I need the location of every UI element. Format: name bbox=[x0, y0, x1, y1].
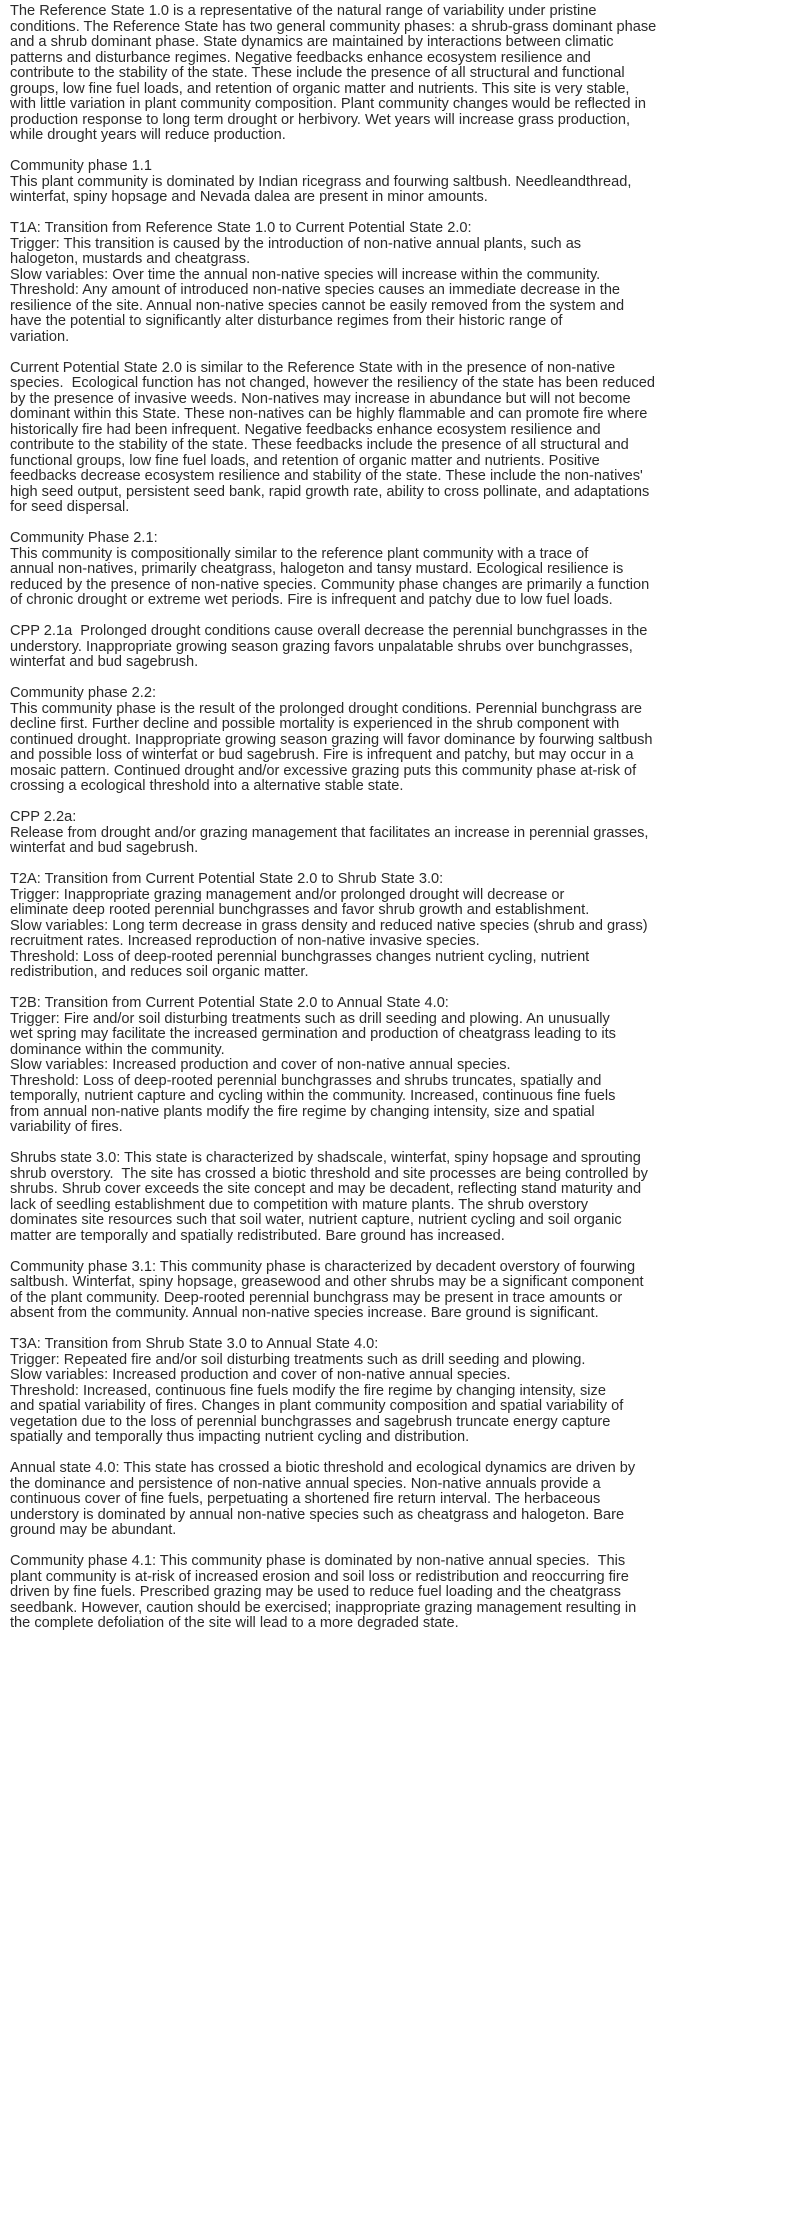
text-line: annual non-natives, primarily cheatgrass, halogeton and tansy mustard. Ecological resilience is bbox=[10, 561, 624, 577]
paragraph bbox=[10, 159, 790, 206]
paragraph bbox=[10, 4, 790, 144]
text-line: absent from the community. Annual non-native species increase. Bare ground is significant. bbox=[10, 1305, 599, 1321]
paragraph bbox=[10, 996, 790, 1136]
text-line: historically fire had been infrequent. Negative feedbacks enhance ecosystem resilience and bbox=[10, 421, 601, 438]
text-line: and a shrub dominant phase. State dynamics are maintained by interactions between climatic bbox=[10, 34, 614, 50]
text-line: Community Phase 2.1: bbox=[10, 530, 158, 546]
text-line: species. Ecological function has not changed, however the resiliency of the state has been reduced bbox=[10, 375, 655, 391]
text-line: understory. Inappropriate growing season grazing favors unpalatable shrubs over bunchgrasses, bbox=[10, 638, 633, 655]
text-line: functional groups, low fine fuel loads, and retention of organic matter and nutrients. Positive bbox=[10, 452, 600, 469]
text-line: winterfat and bud sagebrush. bbox=[10, 654, 199, 670]
text-line: Slow variables: Increased production and cover of non-native annual species. bbox=[10, 1057, 511, 1073]
text-line: resilience of the site. Annual non-native species cannot be easily removed from the system and bbox=[10, 297, 625, 314]
text-line: matter are temporally and spatially redistributed. Bare ground has increased. bbox=[10, 1227, 505, 1244]
text-line: T1A: Transition from Reference State 1.0 to Current Potential State 2.0: bbox=[10, 220, 472, 236]
text-line: ground may be abundant. bbox=[10, 1522, 177, 1538]
text-line: have the potential to significantly alter disturbance regimes from their historic range of bbox=[10, 313, 563, 329]
paragraph bbox=[10, 1554, 790, 1632]
text-line: patterns and disturbance regimes. Negative feedbacks enhance ecosystem resilience and bbox=[10, 49, 591, 66]
text-line: Threshold: Loss of deep-rooted perennial bunchgrasses changes nutrient cycling, nutrient bbox=[10, 948, 590, 965]
text-line: of chronic drought or extreme wet periods. Fire is infrequent and patchy due to low fuel loads. bbox=[10, 592, 613, 608]
text-line: conditions. The Reference State has two general community phases: a shrub-grass dominant phase bbox=[10, 18, 657, 35]
text-line: winterfat, spiny hopsage and Nevada dalea are present in minor amounts. bbox=[10, 189, 488, 205]
text-line: temporally, nutrient capture and cycling within the community. Increased, continuous fine fuels bbox=[10, 1088, 616, 1104]
text-line: the dominance and persistence of non-native annual species. Non-native annuals provide a bbox=[10, 1475, 601, 1492]
text-line: T3A: Transition from Shrub State 3.0 to Annual State 4.0: bbox=[10, 1336, 379, 1352]
text-line: Slow variables: Long term decrease in grass density and reduced native species (shrub and grass) bbox=[10, 917, 648, 934]
text-line: lack of seedling establishment due to competition with mature plants. The shrub overstory bbox=[10, 1196, 589, 1213]
text-line: dominant within this State. These non-natives can be highly flammable and can promote fire where bbox=[10, 406, 648, 422]
paragraph bbox=[10, 1461, 790, 1539]
paragraph bbox=[10, 1151, 790, 1244]
text-line: production response to long term drought or herbivory. Wet years will increase grass production, bbox=[10, 111, 630, 128]
text-line: This community phase is the result of the prolonged drought conditions. Perennial bunchgrass are bbox=[10, 700, 642, 717]
text-line: from annual non-native plants modify the fire regime by changing intensity, size and spatial bbox=[10, 1103, 595, 1120]
text-line: contribute to the stability of the state. These feedbacks include the presence of all structural and bbox=[10, 437, 629, 453]
paragraph bbox=[10, 624, 790, 671]
text-line: Threshold: Increased, continuous fine fuels modify the fire regime by changing intensity, size bbox=[10, 1382, 606, 1399]
text-line: dominance within the community. bbox=[10, 1041, 225, 1058]
paragraph bbox=[10, 1337, 790, 1446]
text-line: Community phase 3.1: This community phase is characterized by decadent overstory of fourwing bbox=[10, 1258, 636, 1275]
text-line: for seed dispersal. bbox=[10, 499, 130, 515]
text-line: contribute to the stability of the state. These include the presence of all structural and functional bbox=[10, 65, 625, 81]
text-line: Community phase 1.1 bbox=[10, 158, 152, 174]
text-line: spatially and temporally thus impacting nutrient cycling and distribution. bbox=[10, 1429, 470, 1445]
text-line: CPP 2.2a: bbox=[10, 809, 77, 825]
text-line: seedbank. However, caution should be exercised; inappropriate grazing management resulting in bbox=[10, 1599, 637, 1616]
text-line: Trigger: Inappropriate grazing management and/or prolonged drought will decrease or bbox=[10, 886, 565, 903]
paragraph bbox=[10, 361, 790, 516]
text-line: high seed output, persistent seed bank, rapid growth rate, ability to cross pollinate, and adaptations bbox=[10, 483, 650, 500]
text-line: and possible loss of winterfat or bud sagebrush. Fire is infrequent and patchy, but may occur in a bbox=[10, 747, 634, 763]
text-line: shrubs. Shrub cover exceeds the site concept and may be decadent, reflecting stand maturity and bbox=[10, 1181, 642, 1197]
text-line: driven by fine fuels. Prescribed grazing may be used to reduce fuel loading and the cheatgrass bbox=[10, 1584, 621, 1600]
text-line: continuous cover of fine fuels, perpetuating a shortened fire return interval. The herbaceous bbox=[10, 1491, 601, 1507]
text-line: This plant community is dominated by Indian ricegrass and fourwing saltbush. Needleandthread, bbox=[10, 173, 632, 190]
text-line: and spatial variability of fires. Changes in plant community composition and spatial variability of bbox=[10, 1398, 624, 1414]
text-line: eliminate deep rooted perennial bunchgrasses and favor shrub growth and establishment. bbox=[10, 902, 590, 918]
text-line: wet spring may facilitate the increased germination and production of cheatgrass leading to its bbox=[10, 1026, 616, 1042]
text-line: This community is compositionally similar to the reference plant community with a trace of bbox=[10, 545, 589, 562]
text-line: saltbush. Winterfat, spiny hopsage, greasewood and other shrubs may be a significant component bbox=[10, 1274, 644, 1290]
text-line: Current Potential State 2.0 is similar to the Reference State with in the presence of non-native bbox=[10, 359, 616, 376]
text-line: Trigger: This transition is caused by the introduction of non-native annual plants, such as bbox=[10, 235, 582, 252]
text-line: plant community is at-risk of increased erosion and soil loss or redistribution and reoccurring fire bbox=[10, 1568, 629, 1585]
text-line: Trigger: Fire and/or soil disturbing treatments such as drill seeding and plowing. An unusually bbox=[10, 1010, 610, 1027]
text-line: reduced by the presence of non-native species. Community phase changes are primarily a function bbox=[10, 576, 650, 593]
text-line: with little variation in plant community composition. Plant community changes would be reflected in bbox=[10, 96, 646, 112]
text-line: feedbacks decrease ecosystem resilience and stability of the state. These include the non-natives' bbox=[10, 468, 643, 484]
text-line: Shrubs state 3.0: This state is characterized by shadscale, winterfat, spiny hopsage and sprouting bbox=[10, 1150, 641, 1166]
text-line: Community phase 2.2: bbox=[10, 685, 157, 701]
text-line: The Reference State 1.0 is a representative of the natural range of variability under pristine bbox=[10, 3, 597, 19]
text-line: of the plant community. Deep-rooted perennial bunchgrass may be present in trace amounts or bbox=[10, 1289, 623, 1306]
text-line: Trigger: Repeated fire and/or soil disturbing treatments such as drill seeding and plowing. bbox=[10, 1351, 586, 1368]
text-line: CPP 2.1a Prolonged drought conditions cause overall decrease the perennial bunchgrasses in the bbox=[10, 623, 648, 639]
text-line: Threshold: Loss of deep-rooted perennial bunchgrasses and shrubs truncates, spatially and bbox=[10, 1072, 602, 1089]
text-line: T2B: Transition from Current Potential State 2.0 to Annual State 4.0: bbox=[10, 995, 449, 1011]
text-line: continued drought. Inappropriate growing season grazing will favor dominance by fourwing saltbush bbox=[10, 731, 653, 748]
text-line: Release from drought and/or grazing management that facilitates an increase in perennial grasses, bbox=[10, 824, 649, 841]
text-line: Community phase 4.1: This community phase is dominated by non-native annual species. This bbox=[10, 1553, 626, 1569]
text-line: vegetation due to the loss of perennial bunchgrasses and sagebrush truncate energy capture bbox=[10, 1413, 611, 1430]
text-line: shrub overstory. The site has crossed a biotic threshold and site processes are being controlled by bbox=[10, 1165, 648, 1182]
paragraph bbox=[10, 221, 790, 345]
text-line: decline first. Further decline and possible mortality is experienced in the shrub component with bbox=[10, 716, 620, 732]
text-line: recruitment rates. Increased reproduction of non-native invasive species. bbox=[10, 933, 480, 949]
text-line: the complete defoliation of the site will lead to a more degraded state. bbox=[10, 1615, 459, 1631]
paragraph bbox=[10, 531, 790, 609]
paragraph bbox=[10, 1260, 790, 1322]
text-line: while drought years will reduce production. bbox=[10, 127, 286, 143]
text-line: dominates site resources such that soil water, nutrient capture, nutrient cycling and soil organic bbox=[10, 1212, 622, 1228]
text-line: mosaic pattern. Continued drought and/or excessive grazing puts this community phase at-risk of bbox=[10, 762, 637, 779]
text-line: Slow variables: Over time the annual non-native species will increase within the community. bbox=[10, 266, 601, 283]
text-line: crossing a ecological threshold into a alternative stable state. bbox=[10, 778, 404, 794]
text-line: variation. bbox=[10, 328, 70, 345]
text-line: redistribution, and reduces soil organic matter. bbox=[10, 964, 309, 980]
text-line: by the presence of invasive weeds. Non-natives may increase in abundance but will not become bbox=[10, 390, 631, 407]
text-line: groups, low fine fuel loads, and retention of organic matter and nutrients. This site is very stable, bbox=[10, 80, 630, 97]
paragraph bbox=[10, 686, 790, 795]
text-line: halogeton, mustards and cheatgrass. bbox=[10, 251, 251, 267]
paragraph bbox=[10, 810, 790, 857]
text-line: Threshold: Any amount of introduced non-native species causes an immediate decrease in the bbox=[10, 282, 621, 298]
text-line: variability of fires. bbox=[10, 1119, 123, 1135]
text-line: Annual state 4.0: This state has crossed a biotic threshold and ecological dynamics are driven by bbox=[10, 1460, 636, 1476]
text-line: T2A: Transition from Current Potential State 2.0 to Shrub State 3.0: bbox=[10, 871, 444, 887]
text-line: Slow variables: Increased production and cover of non-native annual species. bbox=[10, 1367, 511, 1383]
text-line: winterfat and bud sagebrush. bbox=[10, 840, 199, 856]
paragraph bbox=[10, 872, 790, 981]
text-line: understory is dominated by annual non-native species such as cheatgrass and halogeton. Bare bbox=[10, 1506, 625, 1523]
